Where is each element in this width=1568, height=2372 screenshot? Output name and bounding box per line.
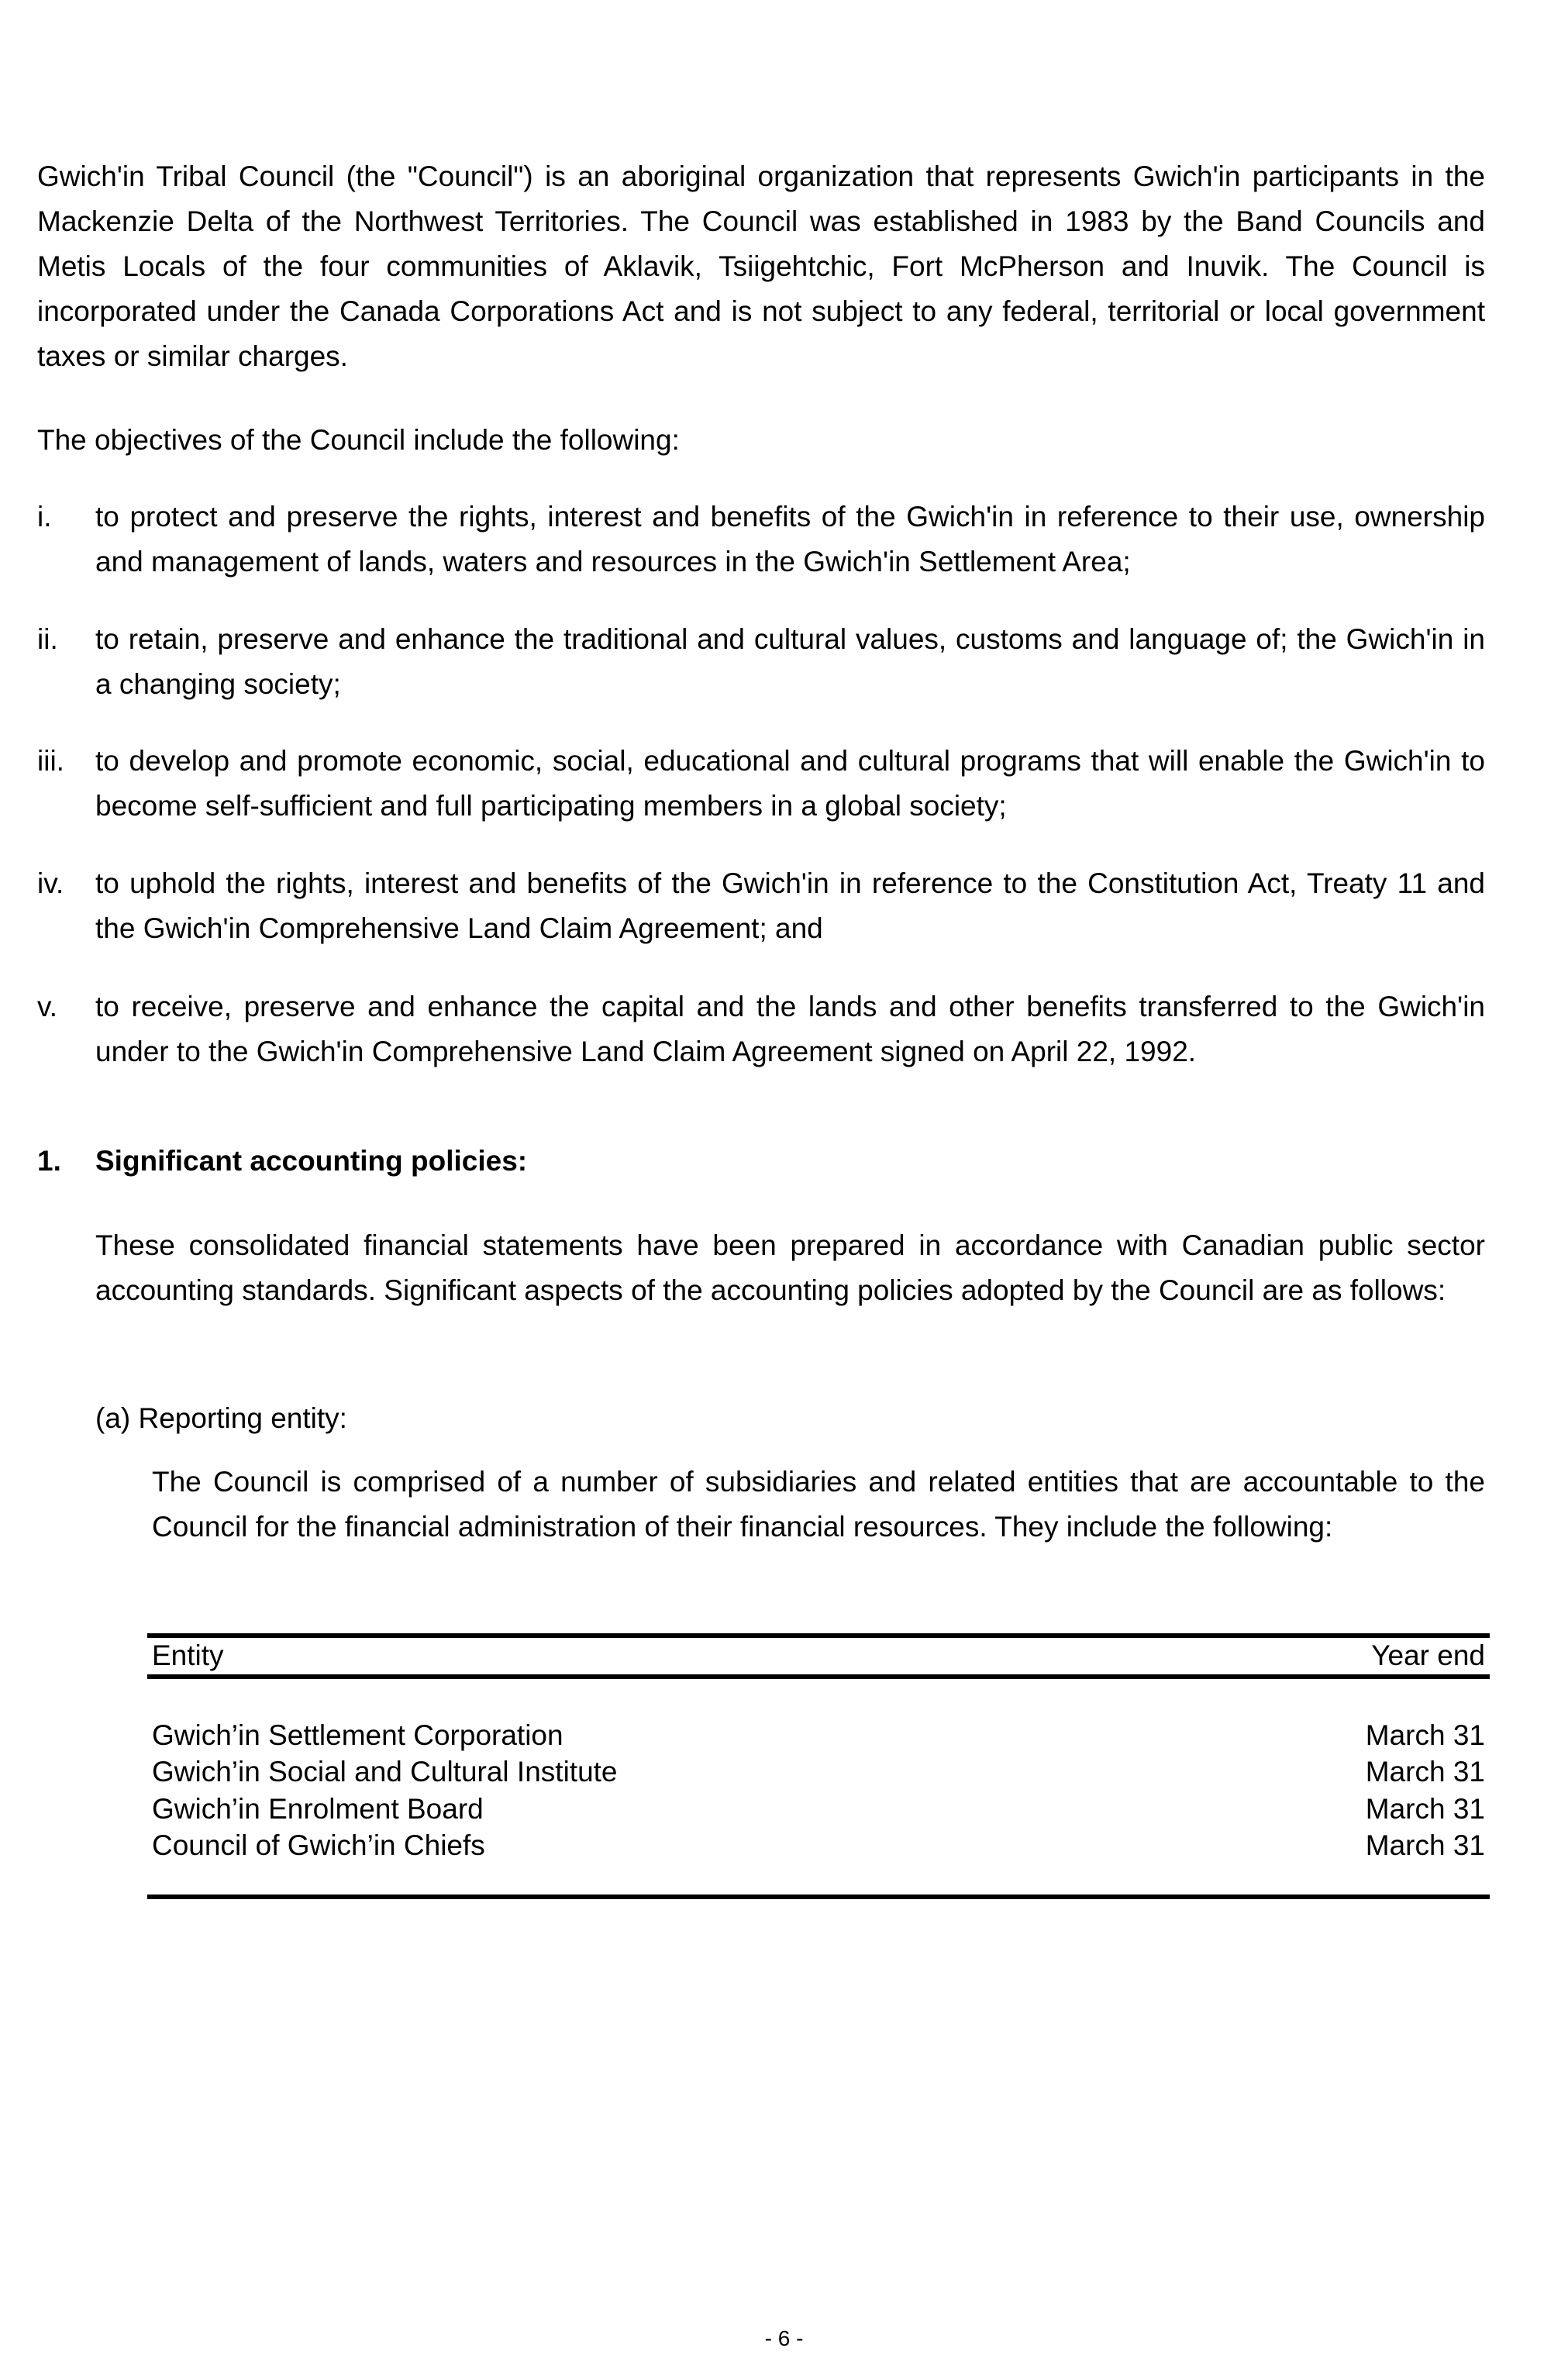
objective-text: to protect and preserve the rights, interest and benefits of the Gwich'in in reference to their use, ownership and management of lands, waters and resources in the Gwich'in Settlement Area; xyxy=(95,501,1485,577)
table-row xyxy=(152,1717,1485,1754)
list-marker: iii. xyxy=(37,745,64,777)
objective-text: to develop and promote economic, social, educational and cultural programs that will enable the Gwich'in to become self-sufficient and full participating members in a global society; xyxy=(95,745,1485,822)
table-header xyxy=(152,1637,1485,1674)
list-marker: ii. xyxy=(37,623,58,655)
subsection-title: (a) Reporting entity: xyxy=(95,1402,347,1434)
entity-name: Gwich’in Enrolment Board xyxy=(152,1793,484,1825)
objective-text: to receive, preserve and enhance the capital and the lands and other benefits transferred to the Gwich'in under to the Gwich'in Comprehensive Land Claim Agreement signed on April 22, 1992. xyxy=(95,991,1485,1067)
year-end: March 31 xyxy=(1365,1793,1485,1825)
entity-name: Council of Gwich’in Chiefs xyxy=(152,1829,485,1861)
objectives-intro: The objectives of the Council include the following: xyxy=(37,424,680,456)
header-entity: Entity xyxy=(152,1639,224,1671)
list-marker: v. xyxy=(37,991,58,1022)
subsection-body: The Council is comprised of a number of subsidiaries and related entities that are accountable to the Council for the financial administration of their financial resources. They include the following: xyxy=(152,1466,1485,1543)
table-bottom-rule xyxy=(147,1894,1490,1899)
table-row xyxy=(152,1827,1485,1864)
year-end: March 31 xyxy=(1365,1756,1485,1788)
entity-name: Gwich’in Social and Cultural Institute xyxy=(152,1756,618,1788)
objective-text: to retain, preserve and enhance the traditional and cultural values, customs and language of; the Gwich'in in a changing society; xyxy=(95,623,1485,700)
year-end: March 31 xyxy=(1365,1829,1485,1861)
table-row xyxy=(152,1753,1485,1791)
list-marker: iv. xyxy=(37,867,64,899)
header-year-end: Year end xyxy=(1371,1639,1485,1671)
entity-name: Gwich’in Settlement Corporation xyxy=(152,1719,563,1751)
list-marker: i. xyxy=(37,501,52,533)
table-header-rule xyxy=(147,1674,1490,1679)
intro-paragraph: Gwich'in Tribal Council (the "Council") is an aboriginal organization that represents Gwich'in participants in the Mackenzie Delta of the Northwest Territories. The Council was established in 1983 by the Band Councils and Metis Locals of the four communities of Aklavik, Tsiigehtchic, Fort McPherson and Inuvik. The Council is incorporated under the Canada Corporations Act and is not subject to any federal, territorial or local government taxes or similar charges. xyxy=(37,160,1485,372)
page-number: - 6 - xyxy=(764,2326,804,2350)
section-number: 1. xyxy=(37,1145,61,1177)
year-end: March 31 xyxy=(1365,1719,1485,1751)
objective-text: to uphold the rights, interest and benefits of the Gwich'in in reference to the Constitution Act, Treaty 11 and the Gwich'in Comprehensive Land Claim Agreement; and xyxy=(95,867,1485,944)
section-body: These consolidated financial statements have been prepared in accordance with Canadian public sector accounting standards. Significant aspects of the accounting policies adopted by the Council are as follows: xyxy=(95,1229,1485,1306)
table-row xyxy=(152,1791,1485,1828)
section-title: Significant accounting policies: xyxy=(95,1145,528,1177)
